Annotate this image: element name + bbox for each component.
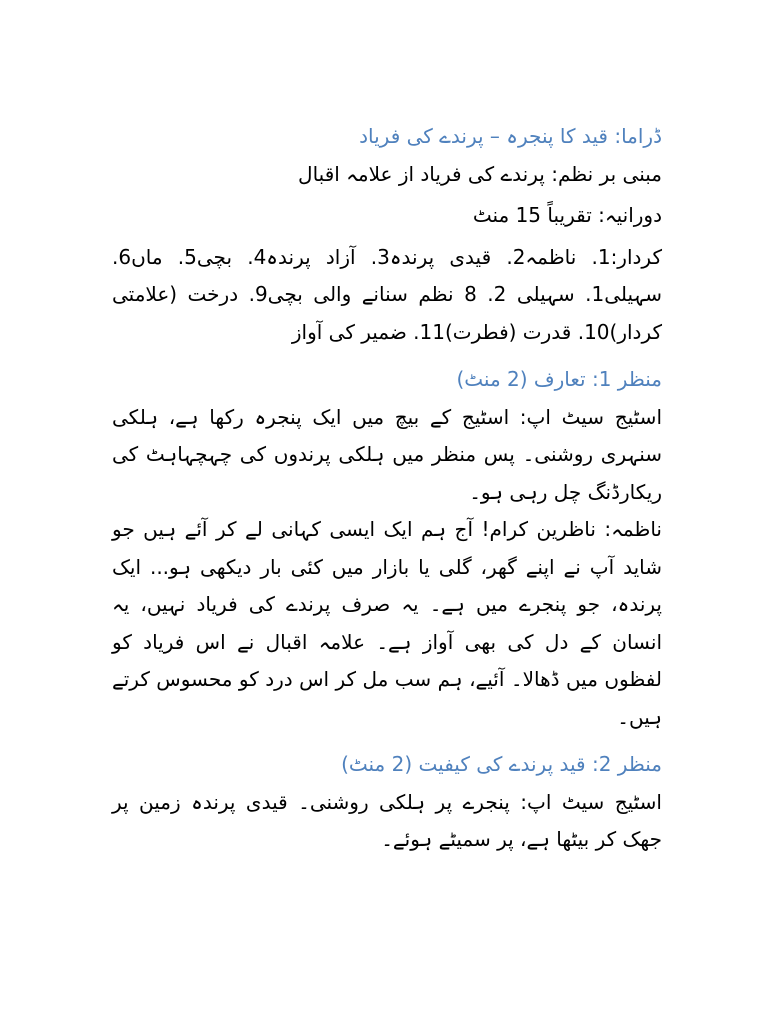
based-on-line: مبنی بر نظم: پرندے کی فریاد از علامہ اقبال (298, 161, 662, 186)
scene2-heading: منظر 2: قید پرندے کی کیفیت (2 منٹ) (341, 752, 662, 776)
scene1-narration: ناظمہ: ناظرین کرام! آج ہم ایک ایسی کہانی لے کر آئے ہیں جو شاید آپ نے اپنے گھر، گلی یا بازار میں کئی بار دیکھی ہو... ایک پرندہ، جو پنجرے میں ہے۔ یہ صرف پرندے کی فریاد نہیں، یہ انسان کے دل کی بھی آواز ہے۔ علامہ اقبال نے اس فریاد کو لفظوں میں ڈھالا۔ آئیے، ہم سب مل کر اس درد کو محسوس کرتے ہیں۔ (112, 517, 662, 729)
scene1-heading: منظر 1: تعارف (2 منٹ) (456, 367, 662, 391)
scene1-stage-setup: اسٹیج سیٹ اپ: اسٹیج کے بیچ میں ایک پنجرہ رکھا ہے، ہلکی سنہری روشنی۔ پس منظر میں ہلکی پرندوں کی چہچہاہٹ کی ریکارڈنگ چل رہی ہو۔ (112, 404, 662, 504)
document-page (112, 118, 662, 859)
characters-paragraph: کردار:1. ناظمہ2. قیدی پرندہ3. آزاد پرندہ4. بچی5. ماں6. سہیلی1. سہیلی 2. 8 نظم سنانے والی بچی9. درخت (علامتی کردار)10. قدرت (فطرت)11. ضمیر کی آواز (112, 244, 663, 344)
duration-line: دورانیہ: تقریباً 15 منٹ (472, 203, 662, 227)
document-title: ڈراما: قید کا پنجرہ – پرندے کی فریاد (359, 124, 662, 148)
scene2-stage-setup: اسٹیج سیٹ اپ: پنجرے پر ہلکی روشنی۔ قیدی پرندہ زمین پر جھک کر بیٹھا ہے، پر سمیٹے ہوئے۔ (112, 789, 662, 851)
